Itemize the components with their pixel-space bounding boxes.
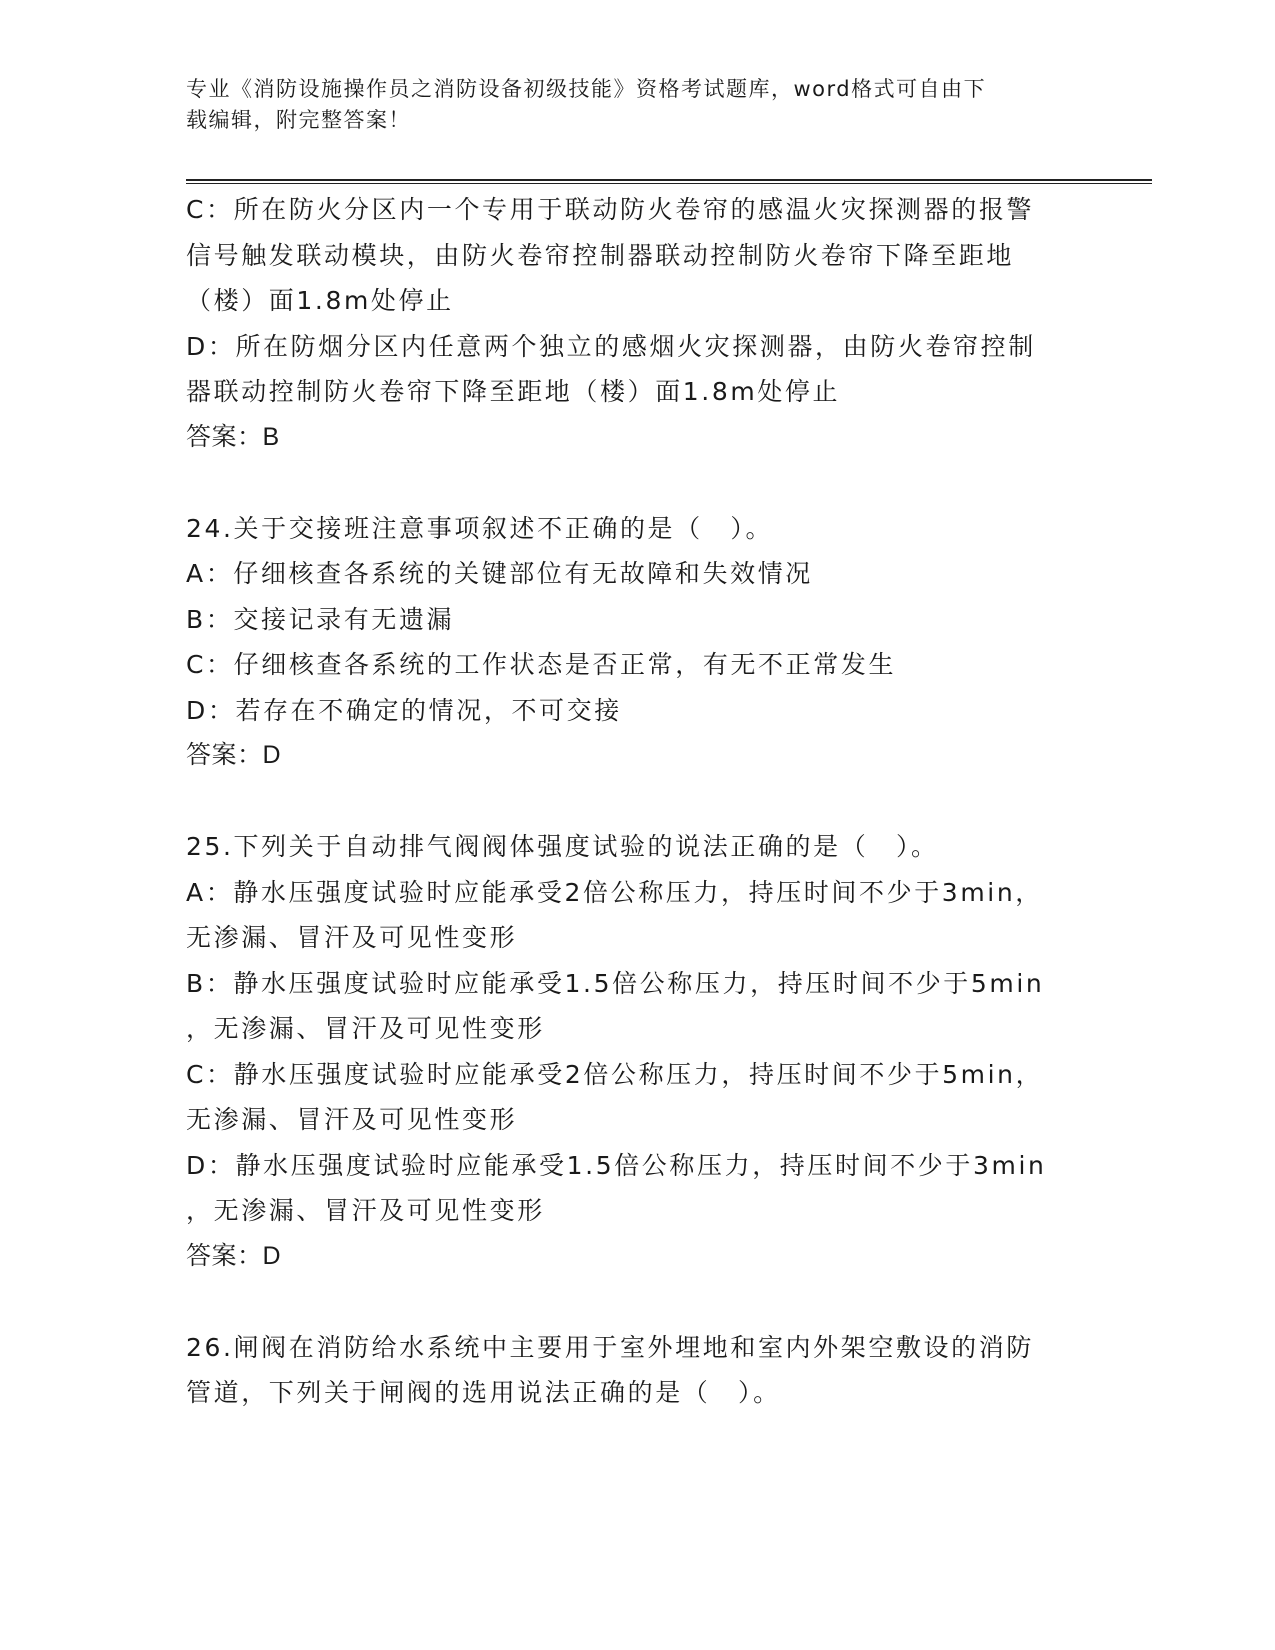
option-a-line-1: A：静水压强度试验时应能承受2倍公称压力，持压时间不少于3min， — [186, 877, 1043, 907]
option-c: C：仔细核查各系统的工作状态是否正常，有无不正常发生 — [186, 650, 897, 679]
option-c-line-2: 信号触发联动模块，由防火卷帘控制器联动控制防火卷帘下降至距地 — [186, 240, 1015, 270]
option-a-line-2: 无渗漏、冒汗及可见性变形 — [186, 923, 518, 952]
answer: 答案：D — [186, 1241, 282, 1270]
option-b-line-1: B：静水压强度试验时应能承受1.5倍公称压力，持压时间不少于5min — [186, 968, 1045, 998]
header-rule — [186, 179, 1152, 181]
question-stem: 25.下列关于自动排气阀阀体强度试验的说法正确的是（ ）。 — [186, 832, 939, 861]
option-d-line-2: ，无渗漏、冒汗及可见性变形 — [186, 1196, 545, 1225]
header-line-1: 专业《消防设施操作员之消防设备初级技能》资格考试题库，word格式可自由下 — [186, 77, 987, 101]
option-c-line-3: （楼）面1.8m处停止 — [186, 286, 454, 315]
question-25 — [186, 824, 1086, 1279]
question-26 — [186, 1325, 1086, 1416]
option-c-line-1: C：所在防火分区内一个专用于联动防火卷帘的感温火灾探测器的报警 — [186, 195, 1035, 224]
option-b-line-2: ，无渗漏、冒汗及可见性变形 — [186, 1014, 545, 1043]
option-b: B：交接记录有无遗漏 — [186, 604, 455, 634]
option-a: A：仔细核查各系统的关键部位有无故障和失效情况 — [186, 559, 813, 588]
answer: 答案：D — [186, 741, 282, 769]
question-24 — [186, 506, 1086, 779]
option-d: D：若存在不确定的情况，不可交接 — [186, 695, 622, 725]
header-rule-thin — [186, 183, 1152, 184]
question-stem: 24.关于交接班注意事项叙述不正确的是（ ）。 — [186, 513, 774, 543]
option-d-line-1: D：静水压强度试验时应能承受1.5倍公称压力，持压时间不少于3min — [186, 1150, 1047, 1180]
question-23-tail — [186, 187, 1086, 460]
question-content — [186, 187, 1086, 1416]
option-d-line-2: 器联动控制防火卷帘下降至距地（楼）面1.8m处停止 — [186, 377, 841, 406]
header-line-2: 载编辑，附完整答案！ — [186, 108, 411, 132]
document-header — [186, 74, 1066, 136]
answer: 答案：B — [186, 422, 280, 451]
option-c-line-2: 无渗漏、冒汗及可见性变形 — [186, 1105, 518, 1134]
question-stem-line-1: 26.闸阀在消防给水系统中主要用于室外埋地和室内外架空敷设的消防 — [186, 1332, 1034, 1362]
option-c-line-1: C：静水压强度试验时应能承受2倍公称压力，持压时间不少于5min， — [186, 1059, 1044, 1089]
option-d-line-1: D：所在防烟分区内任意两个独立的感烟火灾探测器，由防火卷帘控制 — [186, 331, 1036, 361]
question-stem-line-2: 管道，下列关于闸阀的选用说法正确的是（ ）。 — [186, 1378, 781, 1407]
